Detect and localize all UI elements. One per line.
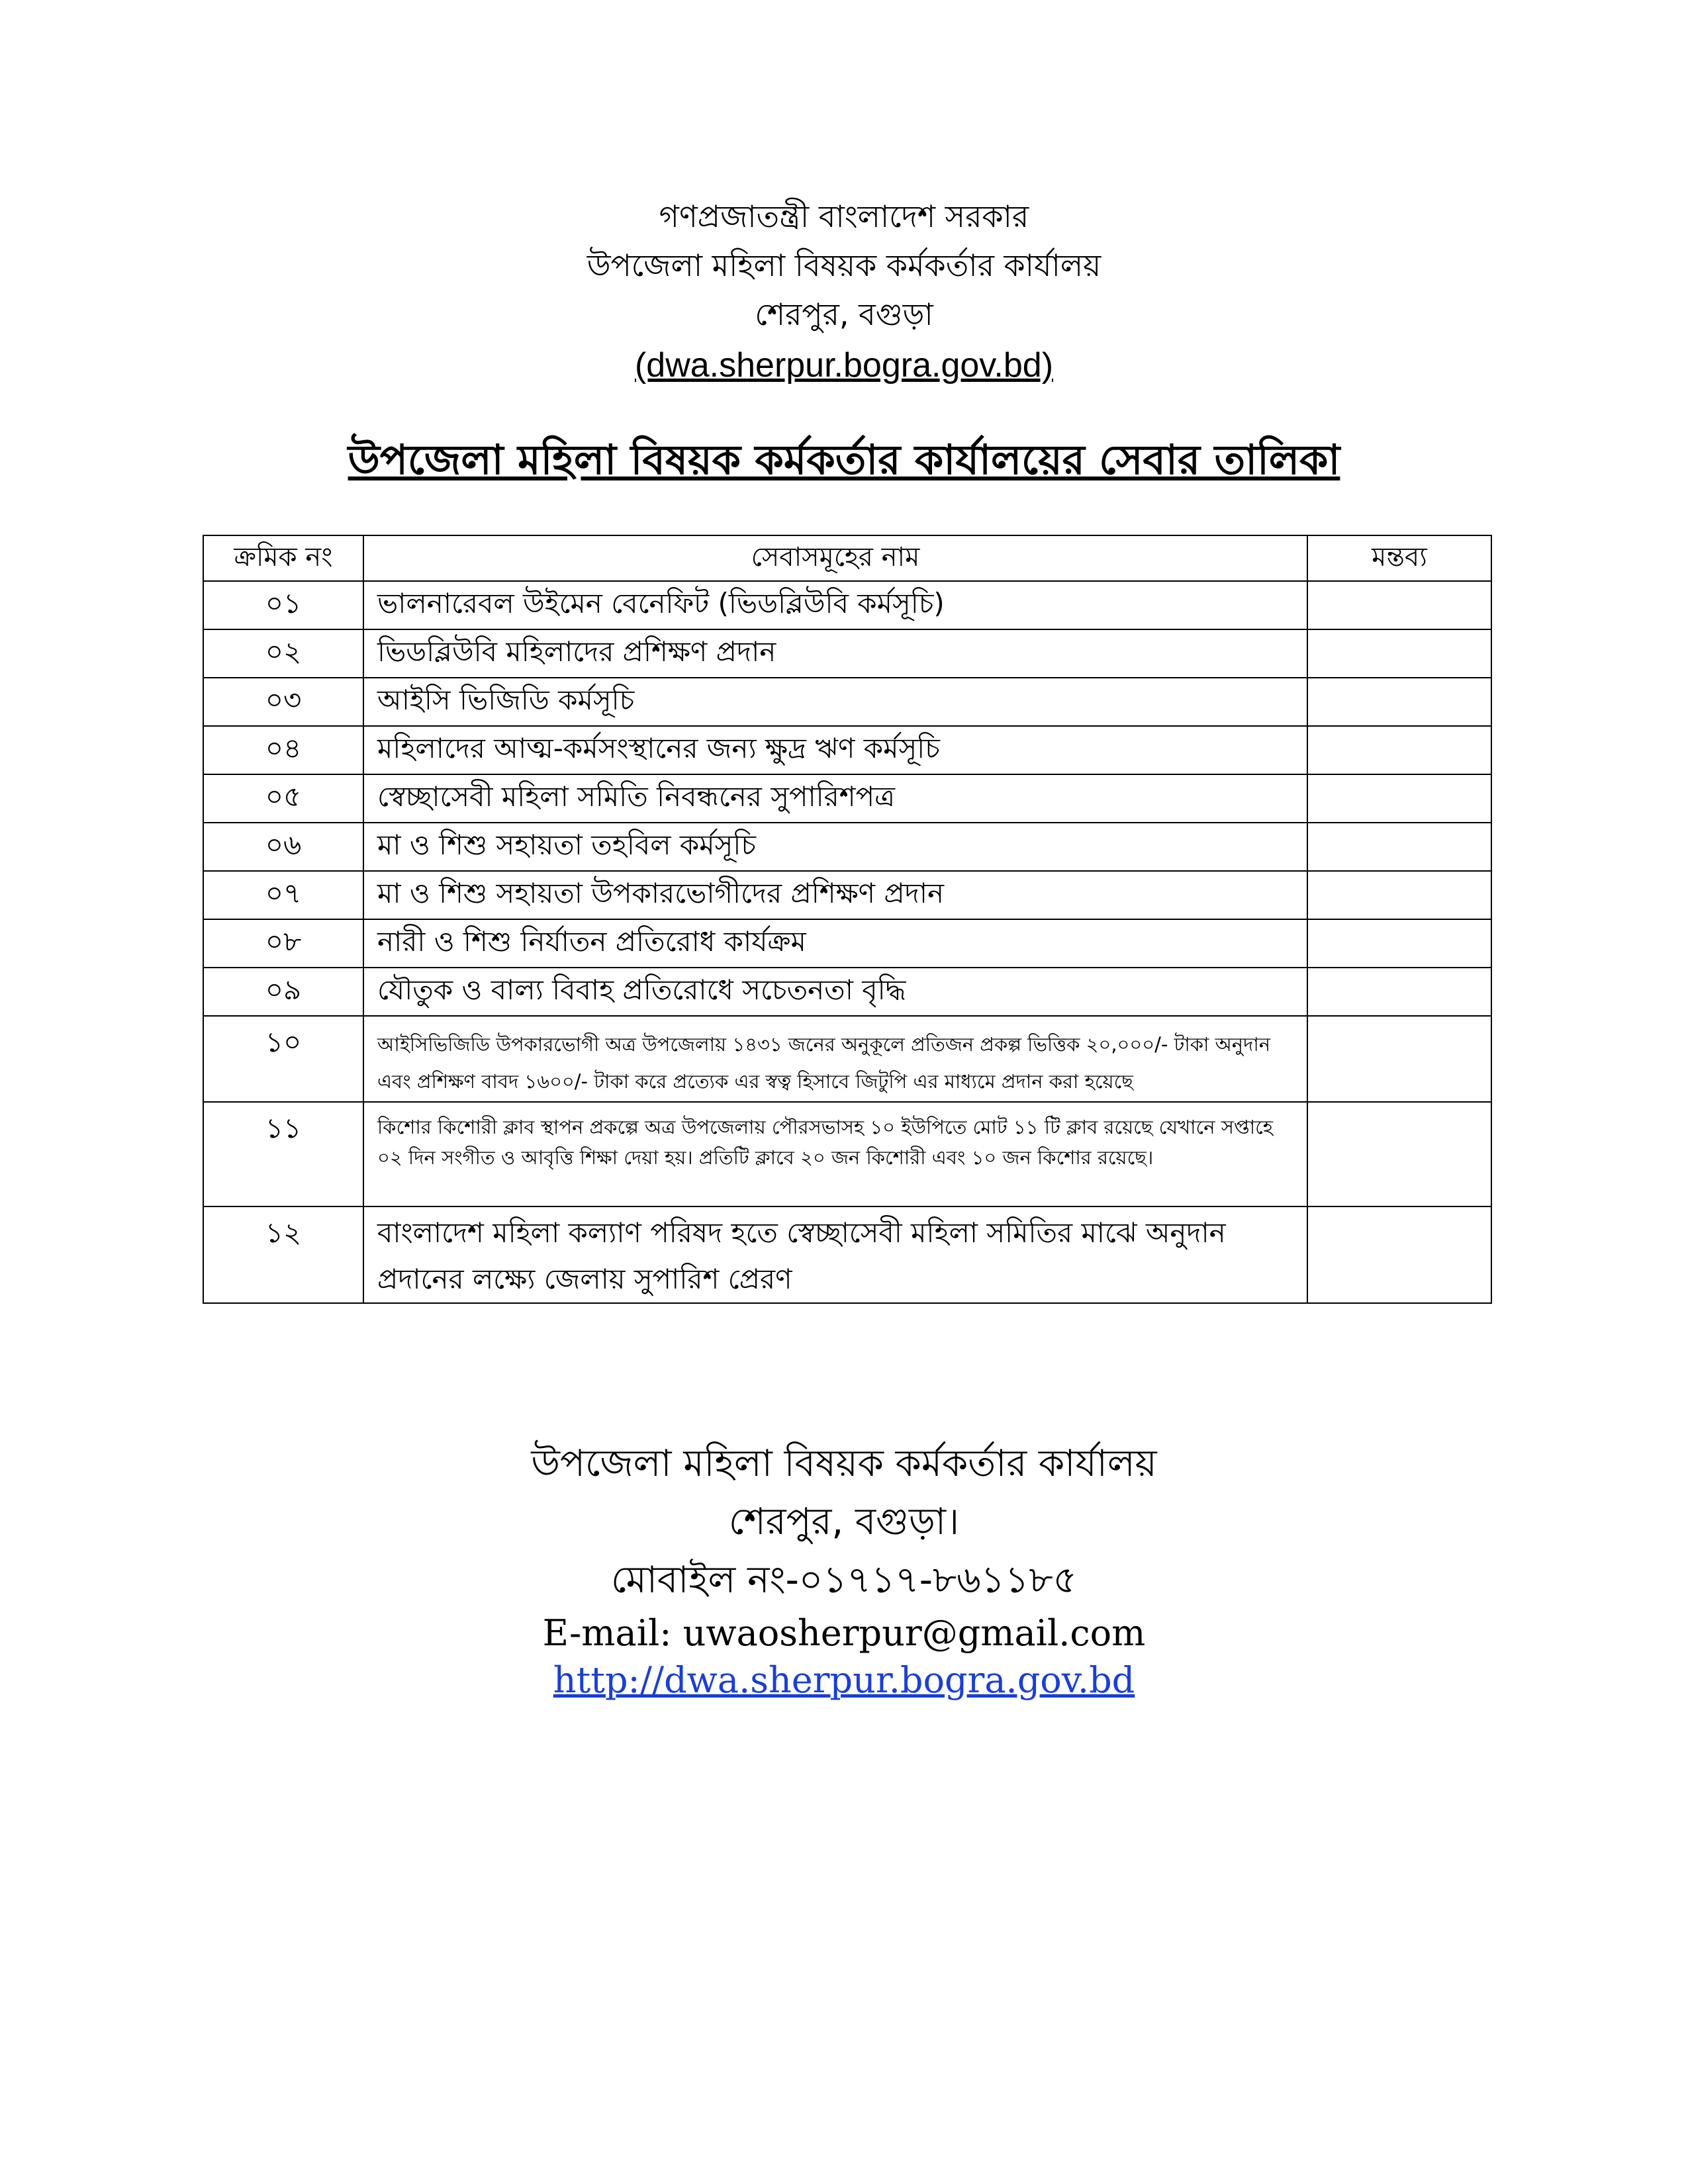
row-service: কিশোর কিশোরী ক্লাব স্থাপন প্রকল্পে অত্র উপজেলায় পৌরসভাসহ ১০ ইউপিতে মোট ১১ টি ক্লাব রয়েছে যেখানে সপ্তাহে ০২ দিন সংগীত ও আবৃত্তি শিক্ষা দেয়া হয়। প্রতিটি ক্লাবে ২০ জন কিশোরী এবং ১০ জন কিশোর রয়েছে।	[363, 1102, 1307, 1206]
table-row	[203, 581, 1491, 629]
table-header-row	[203, 535, 1491, 581]
column-header-service: সেবাসমূহের নাম	[363, 535, 1307, 581]
row-serial: ১০	[203, 1016, 363, 1102]
row-service: ভালনারেবল উইমেন বেনেফিট (ভিডব্লিউবি কর্মসূচি)	[363, 581, 1307, 629]
column-header-remark: মন্তব্য	[1307, 535, 1491, 581]
footer-email: E-mail: uwaosherpur@gmail.com	[542, 1612, 1146, 1654]
row-serial: ০৭	[203, 871, 363, 919]
row-serial: ১২	[203, 1206, 363, 1303]
document-title: উপজেলা মহিলা বিষয়ক কর্মকর্তার কার্যালয়ের সেবার তালিকা	[348, 435, 1340, 484]
office-location: শেরপুর, বগুড়া	[755, 296, 933, 332]
row-remark	[1307, 919, 1491, 968]
government-name: গণপ্রজাতন্ত্রী বাংলাদেশ সরকার	[659, 199, 1029, 234]
table-row	[203, 1016, 1491, 1102]
row-serial: ০২	[203, 629, 363, 678]
row-serial: ০১	[203, 581, 363, 629]
service-table	[203, 535, 1492, 1304]
table-row	[203, 629, 1491, 678]
row-serial: ০৬	[203, 823, 363, 871]
row-service: ভিডব্লিউবি মহিলাদের প্রশিক্ষণ প্রদান	[363, 629, 1307, 678]
row-serial: ০৩	[203, 678, 363, 726]
footer-office-name: উপজেলা মহিলা বিষয়ক কর্মকর্তার কার্যালয়	[531, 1442, 1157, 1485]
table-row	[203, 774, 1491, 823]
row-remark	[1307, 774, 1491, 823]
column-header-serial: ক্রমিক নং	[203, 535, 363, 581]
table-row	[203, 919, 1491, 968]
row-serial: ০৪	[203, 726, 363, 774]
row-remark	[1307, 823, 1491, 871]
header-website: (dwa.sherpur.bogra.gov.bd)	[634, 346, 1054, 385]
table-row	[203, 1102, 1491, 1206]
row-serial: ১১	[203, 1102, 363, 1206]
row-remark	[1307, 1102, 1491, 1206]
footer-contact	[0, 1435, 1688, 1704]
row-service: বাংলাদেশ মহিলা কল্যাণ পরিষদ হতে স্বেচ্ছাসেবী মহিলা সমিতির মাঝে অনুদান প্রদানের লক্ষ্যে জেলায় সুপারিশ প্রেরণ	[363, 1206, 1307, 1303]
table-row	[203, 1206, 1491, 1303]
row-service: মা ও শিশু সহায়তা তহবিল কর্মসূচি	[363, 823, 1307, 871]
row-serial: ০৮	[203, 919, 363, 968]
footer-location: শেরপুর, বগুড়া।	[728, 1500, 960, 1543]
office-name: উপজেলা মহিলা বিষয়ক কর্মকর্তার কার্যালয়	[586, 248, 1102, 283]
row-service: যৌতুক ও বাল্য বিবাহ প্রতিরোধে সচেতনতা বৃদ্ধি	[363, 968, 1307, 1016]
table-row	[203, 968, 1491, 1016]
footer-website-link[interactable]: http://dwa.sherpur.bogra.gov.bd	[553, 1659, 1135, 1701]
row-serial: ০৯	[203, 968, 363, 1016]
row-remark	[1307, 581, 1491, 629]
row-remark	[1307, 968, 1491, 1016]
row-serial: ০৫	[203, 774, 363, 823]
letterhead	[0, 192, 1688, 392]
row-service: মা ও শিশু সহায়তা উপকারভোগীদের প্রশিক্ষণ প্রদান	[363, 871, 1307, 919]
table-row	[203, 726, 1491, 774]
row-remark	[1307, 1016, 1491, 1102]
row-remark	[1307, 629, 1491, 678]
row-service: আইসিভিজিডি উপকারভোগী অত্র উপজেলায় ১৪৩১ জনের অনুকূলে প্রতিজন প্রকল্প ভিত্তিক ২০,০০০/- টাকা অনুদান এবং প্রশিক্ষণ বাবদ ১৬০০/- টাকা করে প্রত্যেক এর স্বত্ব হিসাবে জিটুপি এর মাধ্যমে প্রদান করা হয়েছে	[363, 1016, 1307, 1102]
row-remark	[1307, 678, 1491, 726]
row-service: মহিলাদের আত্ম-কর্মসংস্থানের জন্য ক্ষুদ্র ঋণ কর্মসূচি	[363, 726, 1307, 774]
row-remark	[1307, 871, 1491, 919]
row-service: আইসি ভিজিডি কর্মসূচি	[363, 678, 1307, 726]
table-row	[203, 871, 1491, 919]
table-row	[203, 678, 1491, 726]
row-service: স্বেচ্ছাসেবী মহিলা সমিতি নিবন্ধনের সুপারিশপত্র	[363, 774, 1307, 823]
row-remark	[1307, 726, 1491, 774]
table-row	[203, 823, 1491, 871]
footer-mobile: মোবাইল নং-০১৭১৭-৮৬১১৮৫	[610, 1559, 1078, 1602]
row-remark	[1307, 1206, 1491, 1303]
row-service: নারী ও শিশু নির্যাতন প্রতিরোধ কার্যক্রম	[363, 919, 1307, 968]
